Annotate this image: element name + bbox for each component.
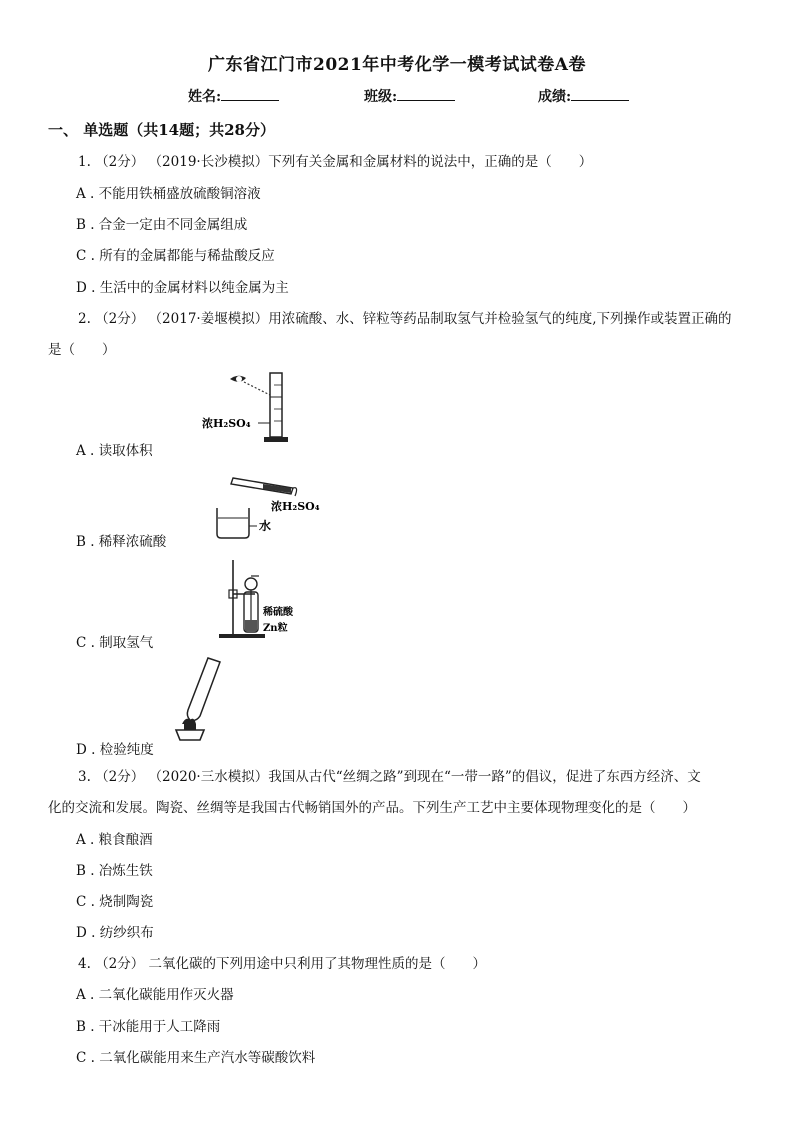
q4-option-a: A . 二氧化碳能用作灭火器 — [76, 987, 234, 1003]
q4-option-b: B . 干冰能用于人工降雨 — [76, 1019, 221, 1035]
q1-option-a: A . 不能用铁桶盛放硫酸铜溶液 — [76, 186, 261, 202]
score-label: 成绩: — [538, 89, 572, 105]
figure-read-volume — [200, 365, 310, 447]
eye-icon — [230, 376, 246, 382]
question-3-stem-line1: 3. （2分） （2020·三水模拟）我国从古代“丝绸之路”到现在“一带一路”的倡议，促进了东西方经济、文 — [78, 769, 701, 785]
name-blank[interactable] — [221, 86, 279, 101]
q2-option-b: B . 稀释浓硫酸 — [76, 534, 167, 550]
q3-option-d: D . 纺纱织布 — [76, 925, 154, 941]
fig-c-zn-label: Zn粒 — [263, 623, 288, 634]
q2-option-c: C . 制取氢气 — [76, 635, 154, 651]
cylinder-base — [264, 437, 288, 442]
class-label: 班级: — [364, 89, 398, 105]
q3-option-a: A . 粮食酿酒 — [76, 832, 153, 848]
q2-option-d: D . 检验纯度 — [76, 742, 154, 758]
q2-option-a: A . 读取体积 — [76, 443, 153, 459]
question-4-stem: 4. （2分） 二氧化碳的下列用途中只利用了其物理性质的是（ ） — [78, 956, 487, 972]
student-info-row — [0, 86, 794, 106]
question-3-stem-line2: 化的交流和发展。陶瓷、丝绸等是我国古代畅销国外的产品。下列生产工艺中主要体现物理变化的是（ ） — [48, 800, 696, 816]
beaker — [217, 508, 249, 538]
iron-stand-base — [219, 634, 265, 638]
class-blank[interactable] — [397, 86, 455, 101]
q1-option-b: B . 合金一定由不同金属组成 — [76, 217, 248, 233]
exam-title: 广东省江门市2021年中考化学一模考试试卷A卷 — [207, 55, 586, 75]
question-1-stem: 1. （2分） （2019·长沙模拟）下列有关金属和金属材料的说法中，正确的是（ ） — [78, 154, 593, 170]
score-field — [538, 86, 629, 106]
fig-c-acid-label: 稀硫酸 — [263, 607, 293, 618]
figure-make-hydrogen — [215, 556, 310, 640]
q4-option-c: C . 二氧化碳能用来生产汽水等碳酸饮料 — [76, 1050, 316, 1066]
score-blank[interactable] — [571, 86, 629, 101]
flame-icon — [182, 719, 196, 724]
class-field — [364, 86, 455, 106]
name-label: 姓名: — [188, 89, 222, 105]
graduated-cylinder — [270, 373, 282, 437]
figure-check-purity — [168, 654, 238, 746]
q3-option-c: C . 烧制陶瓷 — [76, 894, 154, 910]
sight-line — [244, 382, 270, 395]
alcohol-lamp — [176, 730, 204, 740]
q1-option-c: C . 所有的金属都能与稀盐酸反应 — [76, 248, 275, 264]
fig-a-label: 浓H₂SO₄ — [202, 417, 251, 430]
funnel-bulb — [245, 578, 257, 590]
fig-b-acid-label: 浓H₂SO₄ — [271, 500, 320, 513]
q1-option-d: D . 生活中的金属材料以纯金属为主 — [76, 280, 289, 296]
figure-dilute-acid — [205, 472, 330, 544]
fig-b-water-label: 水 — [259, 519, 272, 533]
question-2-stem-line1: 2. （2分） （2017·姜堰模拟）用浓硫酸、水、锌粒等药品制取氢气并检验氢气的纯度,下列操作或装置正确的 — [78, 311, 732, 327]
q3-option-b: B . 冶炼生铁 — [76, 863, 153, 879]
inverted-test-tube — [187, 658, 220, 721]
name-field — [188, 86, 279, 106]
question-2-stem-line2: 是（ ） — [48, 342, 116, 358]
section-heading: 一、 单选题（共14题；共28分） — [48, 121, 275, 139]
